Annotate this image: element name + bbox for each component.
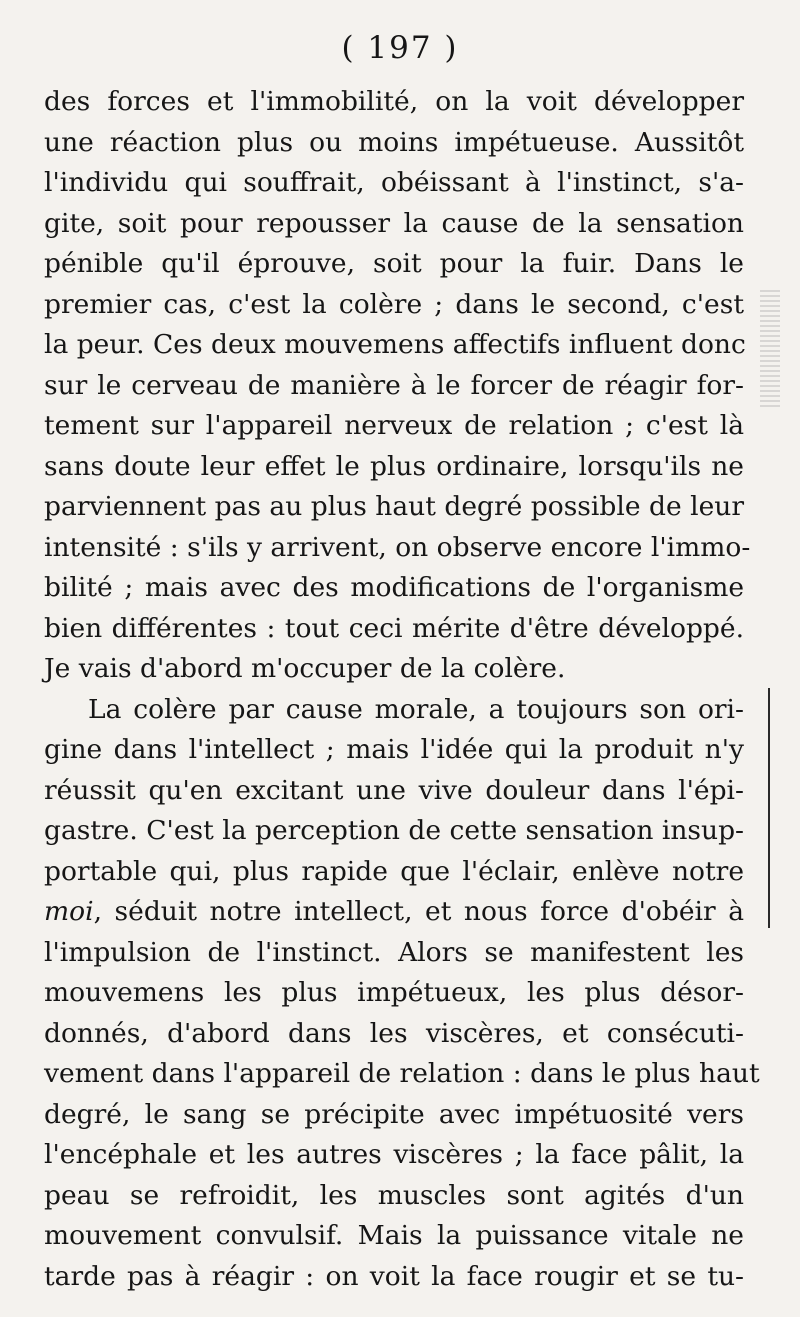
text-line: Je vais d'abord m'occuper de la colère. [44, 653, 566, 684]
text-line: mouvemens les plus impétueux, les plus désor- [44, 977, 744, 1008]
text-line: réussit qu'en excitant une vive douleur dans l'épi- [44, 774, 744, 806]
text-line: La colère par cause morale, a toujours son ori- [88, 693, 744, 725]
body-text [44, 82, 760, 1297]
text-line: l'individu qui souffrait, obéissant à l'instinct, s'a- [44, 167, 744, 198]
text-line: premier cas, c'est la colère ; dans le second, c'est [44, 288, 744, 320]
text-line: tarde pas à réagir : on voit la face rougir et se tu- [44, 1260, 744, 1292]
text-line: gite, soit pour repousser la cause de la sensation [44, 207, 744, 239]
text-line: l'encéphale et les autres viscères ; la face pâlit, la [44, 1139, 744, 1170]
text-line: bien différentes : tout ceci mérite d'être développé. [44, 612, 744, 644]
text-line: une réaction plus ou moins impétueuse. Aussitôt [44, 126, 744, 158]
text-line: vement dans l'appareil de relation : dans le plus haut [44, 1058, 760, 1089]
text-line: bilité ; mais avec des modifications de l'organisme [44, 572, 744, 603]
text-line: pénible qu'il éprouve, soit pour la fuir. Dans le [44, 248, 744, 279]
italic-word: moi [44, 896, 94, 927]
margin-rule [768, 688, 770, 928]
text-line: parviennent pas au plus haut degré possible de leur [44, 491, 744, 522]
text-line: sans doute leur effet le plus ordinaire, lorsqu'ils ne [44, 450, 744, 482]
text-line: degré, le sang se précipite avec impétuosité vers [44, 1098, 744, 1130]
text-line: la peur. Ces deux mouvemens affectifs influent donc [44, 329, 746, 360]
text-line: moi, séduit notre intellect, et nous force d'obéir à [44, 896, 744, 927]
text-line: l'impulsion de l'instinct. Alors se manifestent les [44, 936, 744, 968]
text-line: gastre. C'est la perception de cette sensation insup- [44, 815, 744, 846]
text-line: intensité : s'ils y arrivent, on observe encore l'immo- [44, 531, 751, 563]
bleed-through-mark [760, 290, 780, 410]
text-line: portable qui, plus rapide que l'éclair, enlève notre [44, 855, 744, 887]
text-line: des forces et l'immobilité, on la voit développer [44, 86, 744, 117]
paragraph-1 [44, 82, 751, 690]
paragraph-2 [44, 690, 760, 1298]
text-line: gine dans l'intellect ; mais l'idée qui la produit n'y [44, 734, 744, 765]
text-line: donnés, d'abord dans les viscères, et consécuti- [44, 1017, 744, 1049]
text-line: mouvement convulsif. Mais la puissance vitale ne [44, 1220, 744, 1251]
text-line: sur le cerveau de manière à le forcer de réagir for- [44, 369, 744, 401]
text-line: peau se refroidit, les muscles sont agités d'un [44, 1179, 744, 1211]
page-number: ( 197 ) [341, 30, 459, 66]
text-line: tement sur l'appareil nerveux de relation ; c'est là [44, 410, 744, 441]
